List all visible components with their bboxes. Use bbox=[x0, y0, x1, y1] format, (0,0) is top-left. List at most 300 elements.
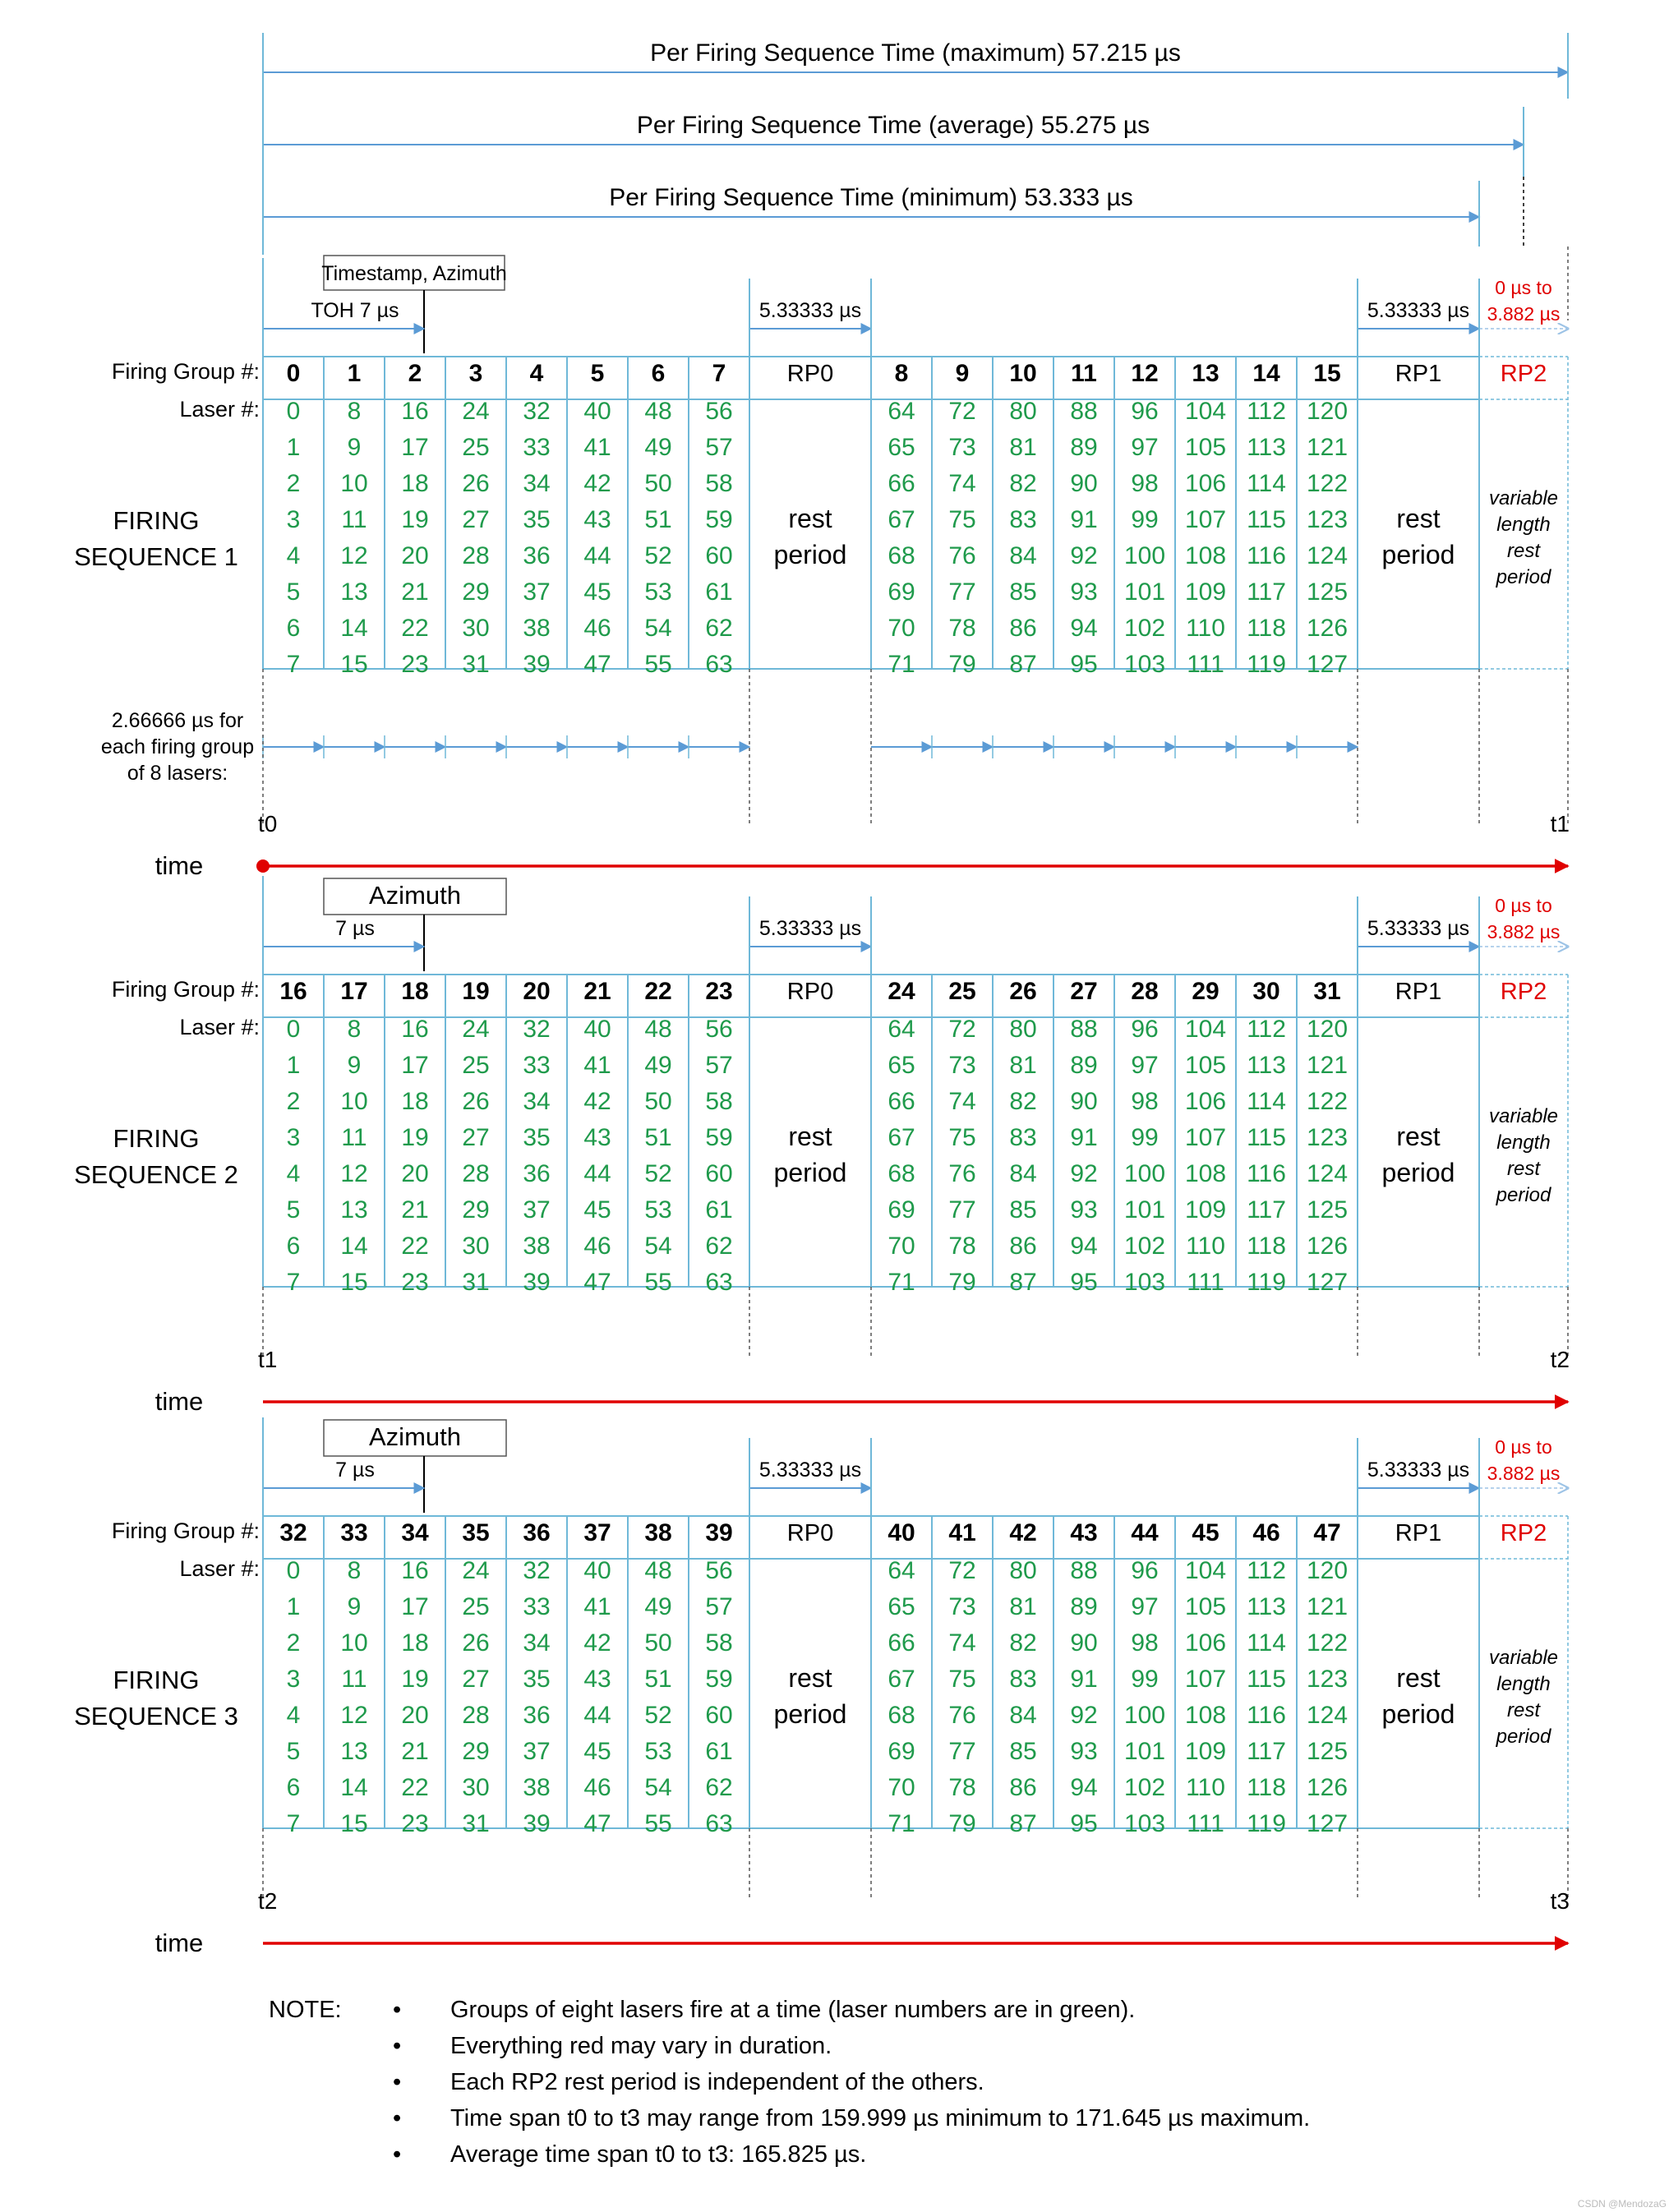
laser-number: 4 bbox=[286, 542, 301, 569]
laser-number: 56 bbox=[705, 398, 733, 425]
firing-group-number: 35 bbox=[462, 1519, 490, 1546]
laser-number: 0 bbox=[286, 1557, 301, 1584]
note-bullet: • bbox=[393, 1997, 402, 2023]
firing-group-number: 31 bbox=[1313, 978, 1341, 1005]
firing-group-number: 44 bbox=[1131, 1519, 1159, 1546]
laser-number: 24 bbox=[462, 398, 490, 425]
rp0-header: RP0 bbox=[786, 1520, 834, 1546]
laser-number: 64 bbox=[888, 1016, 915, 1043]
laser-number: 82 bbox=[1009, 1629, 1037, 1657]
laser-number: 30 bbox=[462, 1774, 490, 1801]
variable-rest-label: variable bbox=[1488, 1105, 1559, 1127]
laser-number: 125 bbox=[1306, 578, 1349, 606]
laser-number: 67 bbox=[888, 1666, 915, 1693]
laser-number: 90 bbox=[1070, 1629, 1098, 1657]
laser-number: 126 bbox=[1306, 1774, 1349, 1801]
laser-number: 51 bbox=[644, 1124, 672, 1151]
laser-number: 31 bbox=[462, 1269, 490, 1296]
laser-number: 106 bbox=[1184, 1088, 1227, 1115]
laser-number: 102 bbox=[1123, 1774, 1166, 1801]
laser-number: 99 bbox=[1131, 1124, 1159, 1151]
laser-number: 49 bbox=[644, 434, 672, 461]
per-sequence-time-label: Per Firing Sequence Time (maximum) 57.215 µs bbox=[650, 39, 1181, 67]
laser-number: 69 bbox=[888, 1196, 915, 1224]
laser-number: 22 bbox=[401, 615, 429, 642]
laser-number: 50 bbox=[644, 1088, 672, 1115]
laser-number: 46 bbox=[583, 615, 611, 642]
laser-number: 44 bbox=[583, 542, 611, 569]
laser-number: 111 bbox=[1187, 1810, 1224, 1837]
rp0-duration-label: 5.33333 µs bbox=[758, 299, 862, 322]
laser-number: 100 bbox=[1123, 542, 1166, 569]
laser-number: 27 bbox=[462, 1666, 490, 1693]
stamp-label: Azimuth bbox=[369, 881, 461, 910]
stamp-label: Azimuth bbox=[369, 1422, 461, 1451]
laser-number: 45 bbox=[583, 1196, 611, 1224]
note-item: Time span t0 to t3 may range from 159.999 µs minimum to 171.645 µs maximum. bbox=[450, 2105, 1311, 2131]
laser-number: 47 bbox=[583, 651, 611, 678]
laser-number: 75 bbox=[948, 506, 976, 533]
laser-number: 39 bbox=[523, 1810, 551, 1837]
laser-number: 108 bbox=[1184, 1160, 1227, 1187]
per-sequence-time-label: Per Firing Sequence Time (minimum) 53.333 µs bbox=[609, 184, 1133, 211]
rest-period-label: period bbox=[773, 540, 847, 569]
firing-group-number: 39 bbox=[705, 1519, 733, 1546]
laser-number: 10 bbox=[340, 1088, 368, 1115]
firing-group-number: 34 bbox=[401, 1519, 429, 1546]
firing-group-number: 11 bbox=[1071, 360, 1097, 387]
laser-number: 117 bbox=[1247, 578, 1286, 606]
laser-number: 92 bbox=[1070, 1160, 1098, 1187]
firing-group-number: 40 bbox=[888, 1519, 915, 1546]
laser-number: 85 bbox=[1009, 1738, 1037, 1765]
laser-number: 17 bbox=[401, 434, 429, 461]
laser-number: 31 bbox=[462, 1810, 490, 1837]
laser-number: 103 bbox=[1123, 1269, 1166, 1296]
sequence-title: FIRING bbox=[113, 1666, 200, 1694]
rest-period-label: rest bbox=[788, 504, 832, 533]
time-label: time bbox=[154, 851, 204, 880]
rp2-header: RP2 bbox=[1500, 1520, 1547, 1546]
laser-number: 123 bbox=[1306, 1124, 1349, 1151]
watermark: CSDN @MendozaG bbox=[1577, 2198, 1667, 2210]
laser-number: 106 bbox=[1184, 470, 1227, 497]
laser-number: 55 bbox=[644, 651, 672, 678]
laser-number: 12 bbox=[340, 542, 368, 569]
laser-number: 34 bbox=[523, 470, 551, 497]
rp2-duration-label: 0 µs to bbox=[1495, 277, 1552, 298]
laser-number: 9 bbox=[347, 434, 362, 461]
rest-period-label: rest bbox=[1396, 504, 1441, 533]
laser-number: 39 bbox=[523, 1269, 551, 1296]
variable-rest-label: period bbox=[1496, 566, 1551, 588]
laser-number: 125 bbox=[1306, 1738, 1349, 1765]
laser-number: 23 bbox=[401, 1269, 429, 1296]
laser-number: 65 bbox=[888, 434, 915, 461]
laser-number: 15 bbox=[340, 1810, 368, 1837]
laser-number: 69 bbox=[888, 1738, 915, 1765]
laser-number: 109 bbox=[1184, 1738, 1227, 1765]
laser-number: 58 bbox=[705, 1629, 733, 1657]
laser-number: 33 bbox=[523, 1052, 551, 1079]
firing-group-number: 2 bbox=[408, 360, 422, 387]
laser-number: 41 bbox=[583, 1052, 611, 1079]
laser-number: 58 bbox=[705, 470, 733, 497]
laser-number: 19 bbox=[401, 506, 429, 533]
laser-number: 55 bbox=[644, 1810, 672, 1837]
firing-group-number: 1 bbox=[347, 360, 362, 387]
laser-number: 20 bbox=[401, 542, 429, 569]
laser-number: 49 bbox=[644, 1593, 672, 1620]
laser-number: 107 bbox=[1184, 1666, 1227, 1693]
laser-number: 29 bbox=[462, 1196, 490, 1224]
rp0-header: RP0 bbox=[786, 979, 834, 1005]
laser-number: 53 bbox=[644, 1196, 672, 1224]
laser-number: 7 bbox=[286, 1269, 301, 1296]
laser-number: 105 bbox=[1184, 1593, 1227, 1620]
laser-number: 87 bbox=[1009, 1810, 1037, 1837]
laser-number: 21 bbox=[401, 1738, 429, 1765]
laser-number: 9 bbox=[347, 1593, 362, 1620]
laser-number: 95 bbox=[1070, 1810, 1098, 1837]
laser-number: 46 bbox=[583, 1233, 611, 1260]
variable-rest-label: length bbox=[1496, 1673, 1551, 1695]
laser-number: 76 bbox=[948, 542, 976, 569]
laser-number: 61 bbox=[705, 1738, 733, 1765]
laser-number: 39 bbox=[523, 651, 551, 678]
laser-number: 50 bbox=[644, 470, 672, 497]
laser-number: 23 bbox=[401, 1810, 429, 1837]
laser-number: 113 bbox=[1247, 1593, 1286, 1620]
laser-number: 97 bbox=[1131, 434, 1159, 461]
laser-number: 111 bbox=[1187, 651, 1224, 678]
laser-number: 76 bbox=[948, 1160, 976, 1187]
laser-number: 74 bbox=[948, 470, 976, 497]
rest-period-label: rest bbox=[1396, 1663, 1441, 1693]
laser-number: 107 bbox=[1184, 1124, 1227, 1151]
laser-number: 32 bbox=[523, 398, 551, 425]
laser-number: 30 bbox=[462, 1233, 490, 1260]
firing-group-number: 45 bbox=[1192, 1519, 1219, 1546]
laser-number: 12 bbox=[340, 1702, 368, 1729]
firing-group-number: 5 bbox=[590, 360, 605, 387]
firing-group-number: 16 bbox=[279, 978, 307, 1005]
laser-number: 32 bbox=[523, 1016, 551, 1043]
laser-number: 70 bbox=[888, 1774, 915, 1801]
note-label: NOTE: bbox=[269, 1997, 342, 2023]
laser-number: 17 bbox=[401, 1052, 429, 1079]
laser-number: 65 bbox=[888, 1052, 915, 1079]
firing-group-number: 9 bbox=[955, 360, 970, 387]
note-block bbox=[269, 1997, 1310, 2168]
laser-number: 56 bbox=[705, 1016, 733, 1043]
laser-number: 88 bbox=[1070, 398, 1098, 425]
note-item: Each RP2 rest period is independent of the others. bbox=[450, 2069, 984, 2095]
rp1-header: RP1 bbox=[1395, 979, 1442, 1005]
firing-group-number: 4 bbox=[529, 360, 544, 387]
diagram-text bbox=[74, 39, 1570, 1957]
firing-group-number: 25 bbox=[948, 978, 976, 1005]
rp2-duration-label: 0 µs to bbox=[1495, 1436, 1552, 1458]
laser-number: 93 bbox=[1070, 1196, 1098, 1224]
laser-number: 94 bbox=[1070, 1774, 1098, 1801]
firing-group-number: 22 bbox=[644, 978, 672, 1005]
laser-number: 42 bbox=[583, 1629, 611, 1657]
laser-number: 96 bbox=[1131, 398, 1159, 425]
laser-number: 115 bbox=[1247, 1124, 1286, 1151]
firing-group-number: 30 bbox=[1252, 978, 1280, 1005]
laser-number: 26 bbox=[462, 470, 490, 497]
laser-number: 38 bbox=[523, 1233, 551, 1260]
note-bullet: • bbox=[393, 2069, 402, 2095]
laser-number: 78 bbox=[948, 615, 976, 642]
laser-number: 1 bbox=[286, 434, 301, 461]
laser-number: 47 bbox=[583, 1269, 611, 1296]
laser-number: 125 bbox=[1306, 1196, 1349, 1224]
laser-number: 40 bbox=[583, 1016, 611, 1043]
laser-label: Laser #: bbox=[179, 397, 260, 422]
laser-number: 127 bbox=[1306, 1810, 1349, 1837]
laser-number: 36 bbox=[523, 1160, 551, 1187]
laser-number: 77 bbox=[948, 578, 976, 606]
laser-number: 8 bbox=[347, 1016, 362, 1043]
laser-number: 61 bbox=[705, 1196, 733, 1224]
laser-number: 127 bbox=[1306, 1269, 1349, 1296]
laser-number: 66 bbox=[888, 1629, 915, 1657]
laser-number: 66 bbox=[888, 1088, 915, 1115]
rest-period-label: period bbox=[1381, 540, 1455, 569]
laser-number: 9 bbox=[347, 1052, 362, 1079]
laser-number: 79 bbox=[948, 1810, 976, 1837]
variable-rest-label: length bbox=[1496, 1131, 1551, 1154]
sequence-title: FIRING bbox=[113, 1124, 200, 1153]
firing-group-number: 24 bbox=[888, 978, 915, 1005]
firing-group-number: 0 bbox=[286, 360, 301, 387]
laser-number: 43 bbox=[583, 506, 611, 533]
laser-number: 66 bbox=[888, 470, 915, 497]
laser-number: 79 bbox=[948, 1269, 976, 1296]
firing-group-number: 26 bbox=[1009, 978, 1037, 1005]
laser-number: 13 bbox=[340, 578, 368, 606]
laser-number: 53 bbox=[644, 578, 672, 606]
laser-number: 98 bbox=[1131, 1629, 1159, 1657]
laser-number: 42 bbox=[583, 1088, 611, 1115]
laser-number: 41 bbox=[583, 1593, 611, 1620]
laser-number: 63 bbox=[705, 651, 733, 678]
laser-number: 121 bbox=[1306, 1052, 1349, 1079]
firing-group-number: 17 bbox=[340, 978, 368, 1005]
laser-number: 100 bbox=[1123, 1160, 1166, 1187]
laser-number: 26 bbox=[462, 1088, 490, 1115]
laser-number: 37 bbox=[523, 578, 551, 606]
laser-number: 72 bbox=[948, 1557, 976, 1584]
rp1-header: RP1 bbox=[1395, 1520, 1442, 1546]
firing-group-number: 12 bbox=[1131, 360, 1159, 387]
variable-rest-label: period bbox=[1496, 1726, 1551, 1748]
laser-number: 29 bbox=[462, 578, 490, 606]
laser-number: 54 bbox=[644, 1233, 672, 1260]
laser-number: 33 bbox=[523, 434, 551, 461]
laser-number: 21 bbox=[401, 578, 429, 606]
variable-rest-label: rest bbox=[1506, 1158, 1541, 1180]
laser-number: 58 bbox=[705, 1088, 733, 1115]
rp2-duration-label: 0 µs to bbox=[1495, 895, 1552, 916]
laser-number: 122 bbox=[1306, 1629, 1349, 1657]
variable-rest-label: rest bbox=[1506, 1699, 1541, 1721]
variable-rest-label: variable bbox=[1488, 487, 1559, 509]
note-bullet: • bbox=[393, 2141, 402, 2168]
laser-number: 73 bbox=[948, 1593, 976, 1620]
laser-number: 74 bbox=[948, 1629, 976, 1657]
laser-number: 119 bbox=[1247, 1269, 1286, 1296]
t-start-label: t0 bbox=[258, 811, 278, 836]
laser-number: 102 bbox=[1123, 615, 1166, 642]
firing-group-label: Firing Group #: bbox=[111, 359, 260, 384]
laser-number: 52 bbox=[644, 1160, 672, 1187]
rest-period-label: period bbox=[773, 1158, 847, 1187]
laser-number: 83 bbox=[1009, 1124, 1037, 1151]
laser-number: 107 bbox=[1184, 506, 1227, 533]
firing-group-number: 28 bbox=[1131, 978, 1159, 1005]
laser-number: 4 bbox=[286, 1702, 301, 1729]
laser-number: 63 bbox=[705, 1810, 733, 1837]
laser-number: 89 bbox=[1070, 1593, 1098, 1620]
laser-number: 12 bbox=[340, 1160, 368, 1187]
laser-number: 50 bbox=[644, 1629, 672, 1657]
laser-number: 92 bbox=[1070, 1702, 1098, 1729]
firing-group-label: Firing Group #: bbox=[111, 977, 260, 1002]
laser-number: 118 bbox=[1247, 1774, 1286, 1801]
time-label: time bbox=[154, 1387, 204, 1416]
laser-number: 59 bbox=[705, 1666, 733, 1693]
rp2-duration-label: 3.882 µs bbox=[1487, 1463, 1561, 1484]
laser-number: 11 bbox=[341, 1124, 367, 1151]
laser-number: 120 bbox=[1306, 398, 1349, 425]
sequence-title: SEQUENCE 3 bbox=[74, 1702, 238, 1730]
laser-number: 87 bbox=[1009, 651, 1037, 678]
laser-number: 95 bbox=[1070, 651, 1098, 678]
sequence-title: SEQUENCE 2 bbox=[74, 1160, 238, 1189]
laser-number: 86 bbox=[1009, 1233, 1037, 1260]
time-label: time bbox=[154, 1929, 204, 1957]
laser-number: 5 bbox=[286, 1196, 301, 1224]
laser-number: 102 bbox=[1123, 1233, 1166, 1260]
t-end-label: t2 bbox=[1550, 1347, 1570, 1372]
laser-number: 48 bbox=[644, 1016, 672, 1043]
variable-rest-label: period bbox=[1496, 1184, 1551, 1206]
laser-number: 54 bbox=[644, 615, 672, 642]
rp1-header: RP1 bbox=[1395, 361, 1442, 387]
laser-number: 124 bbox=[1306, 542, 1349, 569]
laser-number: 96 bbox=[1131, 1016, 1159, 1043]
laser-number: 7 bbox=[286, 651, 301, 678]
laser-number: 81 bbox=[1009, 1593, 1037, 1620]
laser-number: 17 bbox=[401, 1593, 429, 1620]
laser-number: 96 bbox=[1131, 1557, 1159, 1584]
laser-number: 114 bbox=[1247, 1629, 1286, 1657]
per-group-note: of 8 lasers: bbox=[127, 762, 228, 785]
firing-group-number: 19 bbox=[462, 978, 490, 1005]
laser-number: 28 bbox=[462, 542, 490, 569]
rp2-duration-label: 3.882 µs bbox=[1487, 921, 1561, 942]
laser-number: 57 bbox=[705, 1052, 733, 1079]
rp1-duration-label: 5.33333 µs bbox=[1367, 1459, 1470, 1482]
laser-number: 18 bbox=[401, 470, 429, 497]
laser-number: 65 bbox=[888, 1593, 915, 1620]
laser-number: 62 bbox=[705, 1774, 733, 1801]
rest-period-label: period bbox=[1381, 1158, 1455, 1187]
firing-group-number: 21 bbox=[583, 978, 611, 1005]
offset-label: 7 µs bbox=[335, 917, 375, 940]
note-item: Average time span t0 to t3: 165.825 µs. bbox=[450, 2141, 867, 2168]
firing-group-number: 20 bbox=[523, 978, 551, 1005]
laser-number: 110 bbox=[1186, 1233, 1225, 1260]
laser-number: 48 bbox=[644, 398, 672, 425]
laser-number: 44 bbox=[583, 1702, 611, 1729]
laser-number: 59 bbox=[705, 1124, 733, 1151]
rp0-header: RP0 bbox=[786, 361, 834, 387]
laser-number: 11 bbox=[341, 506, 367, 533]
laser-number: 90 bbox=[1070, 1088, 1098, 1115]
laser-label: Laser #: bbox=[179, 1556, 260, 1581]
laser-number: 86 bbox=[1009, 1774, 1037, 1801]
laser-number: 103 bbox=[1123, 1810, 1166, 1837]
laser-number: 25 bbox=[462, 1593, 490, 1620]
laser-number: 116 bbox=[1247, 542, 1286, 569]
laser-number: 86 bbox=[1009, 615, 1037, 642]
laser-number: 87 bbox=[1009, 1269, 1037, 1296]
laser-number: 118 bbox=[1247, 1233, 1286, 1260]
rest-period-label: period bbox=[1381, 1699, 1455, 1729]
laser-number: 112 bbox=[1247, 1557, 1286, 1584]
laser-number: 5 bbox=[286, 578, 301, 606]
laser-number: 44 bbox=[583, 1160, 611, 1187]
laser-number: 45 bbox=[583, 1738, 611, 1765]
laser-number: 29 bbox=[462, 1738, 490, 1765]
laser-number: 37 bbox=[523, 1196, 551, 1224]
firing-group-number: 8 bbox=[894, 360, 909, 387]
laser-number: 101 bbox=[1123, 1738, 1166, 1765]
laser-number: 43 bbox=[583, 1666, 611, 1693]
laser-number: 81 bbox=[1009, 434, 1037, 461]
laser-number: 78 bbox=[948, 1233, 976, 1260]
laser-number: 68 bbox=[888, 542, 915, 569]
laser-number: 73 bbox=[948, 1052, 976, 1079]
laser-number: 10 bbox=[340, 470, 368, 497]
laser-number: 109 bbox=[1184, 578, 1227, 606]
laser-number: 35 bbox=[523, 1666, 551, 1693]
firing-group-number: 46 bbox=[1252, 1519, 1280, 1546]
rp2-duration-label: 3.882 µs bbox=[1487, 303, 1561, 325]
laser-number: 14 bbox=[340, 1233, 368, 1260]
firing-group-number: 10 bbox=[1009, 360, 1037, 387]
laser-number: 106 bbox=[1184, 1629, 1227, 1657]
firing-group-number: 14 bbox=[1252, 360, 1280, 387]
rp1-duration-label: 5.33333 µs bbox=[1367, 917, 1470, 940]
firing-group-number: 47 bbox=[1313, 1519, 1341, 1546]
rest-period-label: rest bbox=[1396, 1122, 1441, 1151]
firing-group-number: 33 bbox=[340, 1519, 368, 1546]
laser-number: 88 bbox=[1070, 1016, 1098, 1043]
laser-number: 35 bbox=[523, 506, 551, 533]
laser-number: 30 bbox=[462, 615, 490, 642]
laser-number: 98 bbox=[1131, 470, 1159, 497]
laser-number: 70 bbox=[888, 1233, 915, 1260]
laser-number: 83 bbox=[1009, 1666, 1037, 1693]
laser-number: 24 bbox=[462, 1557, 490, 1584]
laser-number: 35 bbox=[523, 1124, 551, 1151]
laser-number: 71 bbox=[888, 651, 915, 678]
